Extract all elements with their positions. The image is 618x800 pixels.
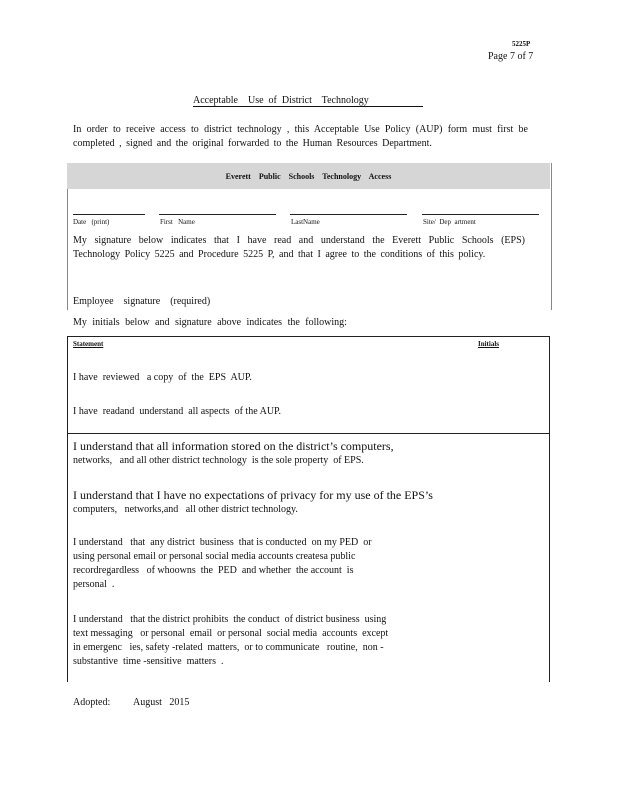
- item-text: computers, networks,and all other district technology.: [73, 504, 298, 515]
- site-dept-label: Site/ Dep artment: [423, 218, 476, 226]
- item-line: text messaging or personal email or personal social media accounts except: [73, 628, 389, 639]
- first-name-label: First Name: [160, 218, 195, 226]
- employee-signature-label: Employee signature (required): [73, 296, 211, 307]
- date-field-line[interactable]: [73, 214, 145, 215]
- item-line: using personal email or personal social media accounts createsa public: [73, 551, 356, 562]
- statement-column-header: Statement: [73, 340, 104, 348]
- form-header-bar: [67, 163, 550, 189]
- item-lead-text: I understand that all information stored on the district’s computers,: [73, 439, 394, 453]
- table-row: I have reviewed a copy of the EPS AUP.: [73, 372, 252, 383]
- initials-column-header: Initials: [478, 340, 500, 348]
- initials-intro: My initials below and signature above indicates the following:: [73, 317, 347, 328]
- item-lead-text: I understand that I have no expectations of privacy for my use of the EPS’s: [73, 488, 433, 502]
- list-item: [73, 536, 513, 592]
- table-row: I have readand understand all aspects of the AUP.: [73, 406, 281, 417]
- policy-code: 5225P: [512, 40, 531, 48]
- intro-paragraph: In order to receive access to district technology , this Acceptable Use Policy (AUP) form must first be completed , signed and the original forwarded to the Human Resources Department.: [73, 124, 528, 149]
- list-item: [73, 488, 513, 517]
- form-header-title: Everett Public Schools Technology Access: [225, 172, 392, 181]
- signature-statement: My signature below indicates that I have read and understand the Everett Public Schools (EPS) Technology Policy 5225 and Procedure 5225 P, and that I agree to the conditions of this policy.: [73, 235, 525, 260]
- page-number: Page 7 of 7: [488, 51, 534, 62]
- list-item: [73, 439, 513, 468]
- first-name-field-line[interactable]: [159, 214, 276, 215]
- item-line: in emergenc ies, safety -related matters, or to communicate routine, non -: [73, 642, 384, 653]
- adopted-date: August 2015: [133, 697, 190, 708]
- last-name-field-line[interactable]: [290, 214, 407, 215]
- table-divider: [67, 433, 549, 434]
- date-label: Date (print): [73, 218, 110, 226]
- item-line: I understand that the district prohibits the conduct of district business using: [73, 614, 387, 625]
- list-item: [73, 613, 513, 669]
- site-dept-field-line[interactable]: [422, 214, 539, 215]
- last-name-label: LastName: [291, 218, 320, 226]
- item-line: substantive time -sensitive matters .: [73, 656, 224, 667]
- document-title: Acceptable Use of District Technology: [193, 95, 423, 107]
- item-line: recordregardless of whoowns the PED and whether the account is: [73, 565, 354, 576]
- adopted-label: Adopted:: [73, 697, 111, 708]
- item-line: personal .: [73, 579, 115, 590]
- item-text: networks, and all other district technology is the sole property of EPS.: [73, 455, 364, 466]
- item-line: I understand that any district business that is conducted on my PED or: [73, 537, 372, 548]
